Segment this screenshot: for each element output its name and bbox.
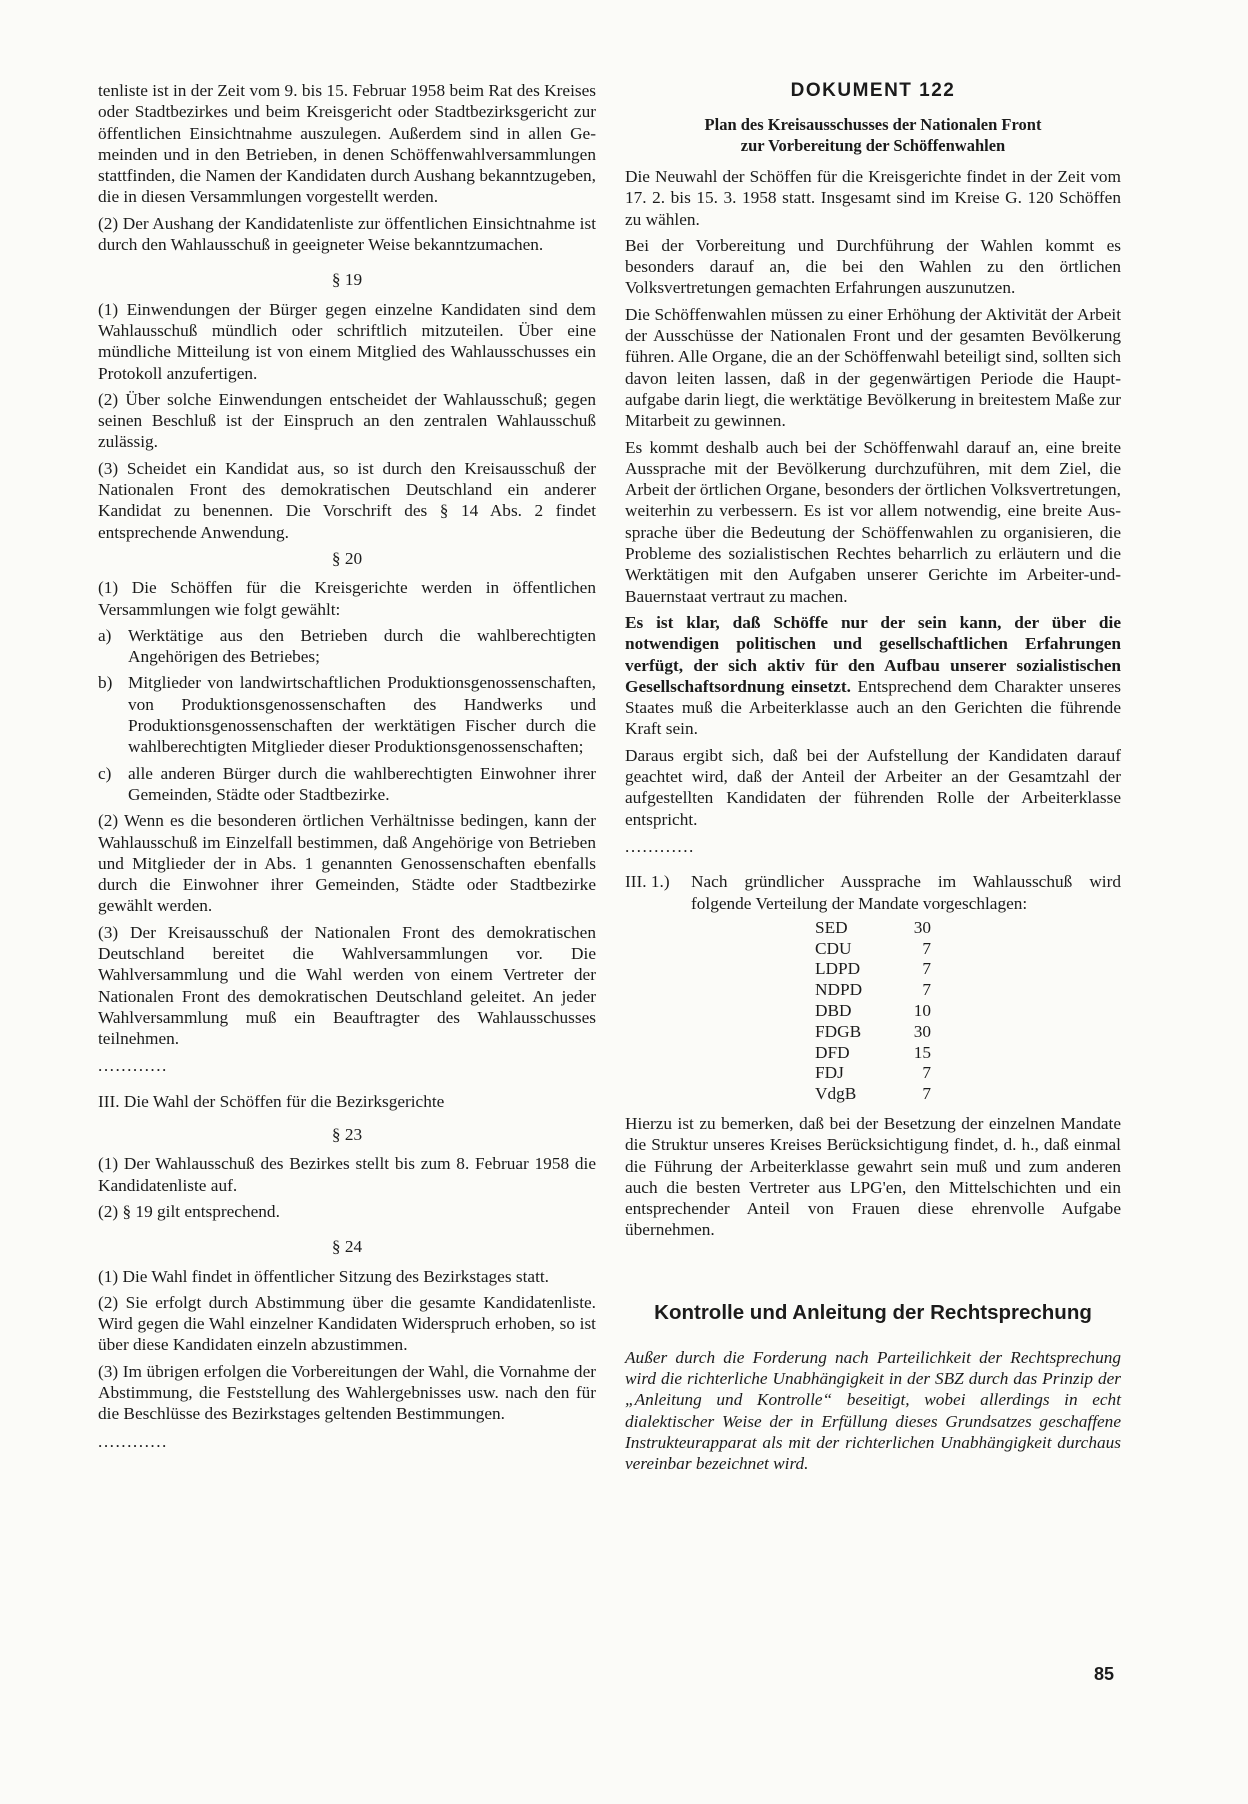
paragraph-aussprache: Es kommt deshalb auch bei der Schöffenwahl darauf an, eine breite Aussprache mit der Bevölkerung durchzuführen, mit dem Ziel, die Arbeit der örtlichen Organe, besonders der örtlichen Volksvertretungen, weiterhin zu verbessern. Es ist vor allem notwendig, eine breite Aussprache über die Bedeutung der Schöffenwahlen zu organisieren, die Probleme des sozialistischen Rechtes beharrlich zu erläutern und die Werktätigen mit den Aufgaben unserer Gerichte im Arbeiter-und-Bauernstaat vertraut zu machen. (625, 437, 1121, 606)
seat-count: 10 (913, 1000, 931, 1020)
mandates-table (815, 918, 931, 1105)
party-name: CDU (815, 938, 852, 958)
document-subtitle-line-1: Plan des Kreisausschusses der Nationalen Front (704, 115, 1042, 134)
table-row (815, 1084, 931, 1105)
section-24-para-3: (3) Im übrigen erfolgen die Vorbereitungen der Wahl, die Vornahme der Abstimmung, die Feststellung des Wahlergebnisses usw. nach den für die Beschlüsse des Bezirkstages geltenden Bestimmungen. (98, 1361, 596, 1424)
seat-count: 7 (922, 938, 931, 958)
seat-count: 7 (922, 1063, 931, 1083)
section-19-para-3: (3) Scheidet ein Kandidat aus, so ist durch den Kreisausschuß der Nationalen Front des demokratischen Deutschland ein anderer Kandidat zu benennen. Die Vorschrift des § 14 Abs. 2 findet entsprechende Anwendung. (98, 458, 596, 542)
seat-count: 7 (922, 980, 931, 1000)
list-item-label: c) (98, 763, 112, 783)
paragraph-aushang: (2) Der Aushang der Kandidatenliste zur öffentlichen Einsichtnahme ist durch den Wahlausschuß in geeigneter Weise bekanntzumachen. (98, 213, 596, 255)
list-item (98, 672, 596, 757)
section-23-heading: § 23 (331, 1125, 363, 1145)
statement-continuation: Entsprechend dem Charakter unseres Staates muß die Arbeiterklasse auch an den Gerichten die führende Kraft sein. (625, 676, 1122, 739)
list-item-label: a) (98, 625, 112, 645)
section-title: Kontrolle und Anleitung der Rechtsprechung (654, 1300, 1092, 1324)
section-23-para-1: (1) Der Wahlausschuß des Bezirkes stellt bis zum 8. Februar 1958 die Kandidatenliste auf. (98, 1154, 596, 1195)
mandate-proposal-text: Nach gründlicher Aussprache im Wahlausschuß wird folgende Verteilung der Mandate vorgeschlagen: (691, 872, 1121, 913)
section-19-heading: § 19 (331, 270, 363, 290)
section-20-heading: § 20 (331, 548, 363, 568)
party-name: DBD (815, 1000, 852, 1020)
seat-count: 15 (913, 1042, 931, 1062)
mandate-proposal-label: III. 1.) (625, 872, 670, 892)
document-subtitle-line-2: zur Vorbereitung der Schöffenwahlen (740, 136, 1006, 155)
paragraph-vorbereitung: Bei der Vorbereitung und Durchführung der Wahlen kommt es besonders darauf an, die bei den Wahlen zu den örtlichen Volksvertretungen gemachten Erfahrungen auszunutzen. (625, 235, 1121, 298)
left-column (98, 80, 596, 1466)
seat-count: 30 (913, 917, 931, 937)
ellipsis-dots: ............ (98, 1056, 168, 1076)
paragraph-kandidatenliste: tenliste ist in der Zeit vom 9. bis 15. Februar 1958 beim Rat des Kreises oder Stadtbezirkes und beim Kreisgericht oder Stadtbezirksgericht zur öffentlichen Einsichtnahme auszulegen. Außerdem sind in allen Gemeinden und in den Betrieben, in denen Schöffenwahlversammlungen stattfinden, die Namen der Kandidaten durch Aushang bekanntzugeben, die in diesen Versammlungen vorgestellt werden. (98, 81, 596, 207)
party-name: FDGB (815, 1021, 862, 1041)
bold-statement: Es ist klar, daß Schöffe nur der sein kann, der über die notwendigen politischen und gesellschaftlichen Erfahrungen verfügt, der sich aktiv für den Aufbau unserer sozialistischen Gesellschaftsordnung einsetzt. (625, 612, 1121, 696)
table-row (815, 1001, 931, 1022)
mandate-proposal (625, 871, 1121, 914)
section-20-para-2: (2) Wenn es die besonderen örtlichen Verhältnisse bedingen, kann der Wahlausschuß im Einzelfall bestimmen, daß Angehörige von Betrieben und Mitglieder der in Abs. 1 genannten Genossenschaften ebenfalls durch die Einwohner ihrer Gemeinden, Städte oder Stadtbezirke gewählt werden. (98, 811, 596, 916)
paragraph-schoeffe-qualifikation (625, 612, 1121, 740)
seat-count: 7 (922, 959, 931, 979)
page-number: 85 (1094, 1664, 1115, 1684)
table-row (815, 1063, 931, 1084)
list-item-text: Mitglieder von landwirtschaftlichen Produktionsgenossenschaften, von Produktionsgenossenschaften des Handwerks und Produktionsgenossenschaften der werktätigen Fischer durch die wahlberechtigten Mitglieder dieser Produktionsgenossenschaften; (128, 673, 596, 757)
italic-intro: Außer durch die Forderung nach Parteilichkeit der Rechtsprechung wird die richterliche Unabhängigkeit in der SBZ durch das Prinzip der „Anleitung und Kontrolle“ beseitigt, wobei allerdings in echt dialektischer Weise der in Erfüllung dieses Grundsatzes geschaffene Instrukteurapparat als mit der richterlichen Unabhängigkeit durchaus vereinbar bezeichnet wird. (625, 1347, 1121, 1474)
section-19-para-2: (2) Über solche Einwendungen entscheidet der Wahlausschuß; gegen seinen Beschluß ist der Einspruch an den zentralen Wahlausschuß zulässig. (98, 389, 596, 452)
ellipsis-dots: ............ (98, 1431, 168, 1451)
section-24-heading: § 24 (331, 1237, 363, 1257)
list-item-text: alle anderen Bürger durch die wahlberechtigten Einwohner ihrer Gemeinden, Städte oder Stadtbezirke. (128, 763, 596, 804)
ellipsis-dots: ............ (625, 836, 695, 856)
table-row (815, 918, 931, 939)
party-name: FDJ (815, 1063, 844, 1083)
table-row (815, 1022, 931, 1043)
section-23-para-2: (2) § 19 gilt entsprechend. (98, 1201, 280, 1221)
section-20-para-3: (3) Der Kreisausschuß der Nationalen Front des demokratischen Deutschland bereitet die Wahlversammlungen vor. Die Wahlversammlung und die Wahl werden von einem Vertreter der Nationalen Front des demokratischen Deutschland geleitet. An jeder Wahlversammlung muß ein Beauftragter des Wahlausschusses teilnehmen. (98, 922, 596, 1049)
list-item-text: Werktätige aus den Betrieben durch die wahlberechtigten Angehörigen des Betriebes; (128, 625, 596, 667)
seat-count: 30 (913, 1021, 931, 1041)
seat-count: 7 (922, 1084, 931, 1104)
list-item (98, 625, 596, 668)
party-name: DFD (815, 1042, 850, 1062)
paragraph-neuwahl: Die Neuwahl der Schöffen für die Kreisgerichte findet in der Zeit vom 17. 2. bis 15. 3. 1958 statt. Insgesamt sind im Kreise G. 120 Schöffen zu wählen. (625, 167, 1121, 229)
document-subtitle (625, 114, 1121, 156)
paragraph-anteil-arbeiter: Daraus ergibt sich, daß bei der Aufstellung der Kandidaten darauf geachtet wird, daß der Anteil der Arbeiter an der Gesamtzahl der aufgestellten Kandidaten der führenden Rolle der Arbeiterklasse entspricht. (625, 745, 1121, 829)
section-24-para-2: (2) Sie erfolgt durch Abstimmung über die gesamte Kandidatenliste. Wird gegen die Wahl einzelner Kandidaten Widerspruch erhoben, so ist über diese Kandidaten einzeln abzustimmen. (98, 1292, 596, 1355)
document-title: DOKUMENT 122 (790, 80, 956, 101)
table-row (815, 959, 931, 980)
party-name: SED (815, 917, 848, 937)
paragraph-besetzung: Hierzu ist zu bemerken, daß bei der Besetzung der einzelnen Mandate die Struktur unseres Kreises Berücksichtigung findet, d. h., daß einmal die Führung der Arbeiterklasse gewahrt sein muß und zum anderen auch die besten Vertreter aus LPG'en, den Mittelschichten und ein entsprechender Anteil von Frauen diese ehrenvolle Aufgabe übernehmen. (625, 1113, 1121, 1240)
party-name: VdgB (815, 1084, 857, 1104)
table-row (815, 980, 931, 1001)
section-19-para-1: (1) Einwendungen der Bürger gegen einzelne Kandidaten sind dem Wahlausschuß mündlich oder schriftlich mitzuteilen. Über eine mündliche Mitteilung ist von einem Mitglied des Wahlausschusses ein Protokoll anzufertigen. (98, 299, 596, 383)
paragraph-aktivitaet: Die Schöffenwahlen müssen zu einer Erhöhung der Aktivität der Arbeit der Ausschüsse der Nationalen Front und der gesamten Bevölkerung führen. Alle Organe, die an der Schöffenwahl beteiligt sind, sollten sich davon leiten lassen, daß in der gegenwärtigen Periode die Hauptaufgabe darin liegt, die werktätige Bevölkerung in breitestem Maße zur Mitarbeit zu gewinnen. (625, 304, 1121, 431)
chapter-3-heading: III. Die Wahl der Schöffen für die Bezirksgerichte (98, 1091, 445, 1111)
list-item-label: b) (98, 673, 113, 693)
party-name: NDPD (815, 980, 863, 1000)
right-column (625, 80, 1121, 1475)
table-row (815, 1043, 931, 1064)
table-row (815, 939, 931, 960)
party-name: LDPD (815, 959, 861, 979)
section-20-para-1: (1) Die Schöffen für die Kreisgerichte werden in öffentlichen Versammlungen wie folgt gewählt: (98, 578, 596, 619)
section-24-para-1: (1) Die Wahl findet in öffentlicher Sitzung des Bezirkstages statt. (98, 1266, 550, 1286)
list-item (98, 763, 596, 806)
